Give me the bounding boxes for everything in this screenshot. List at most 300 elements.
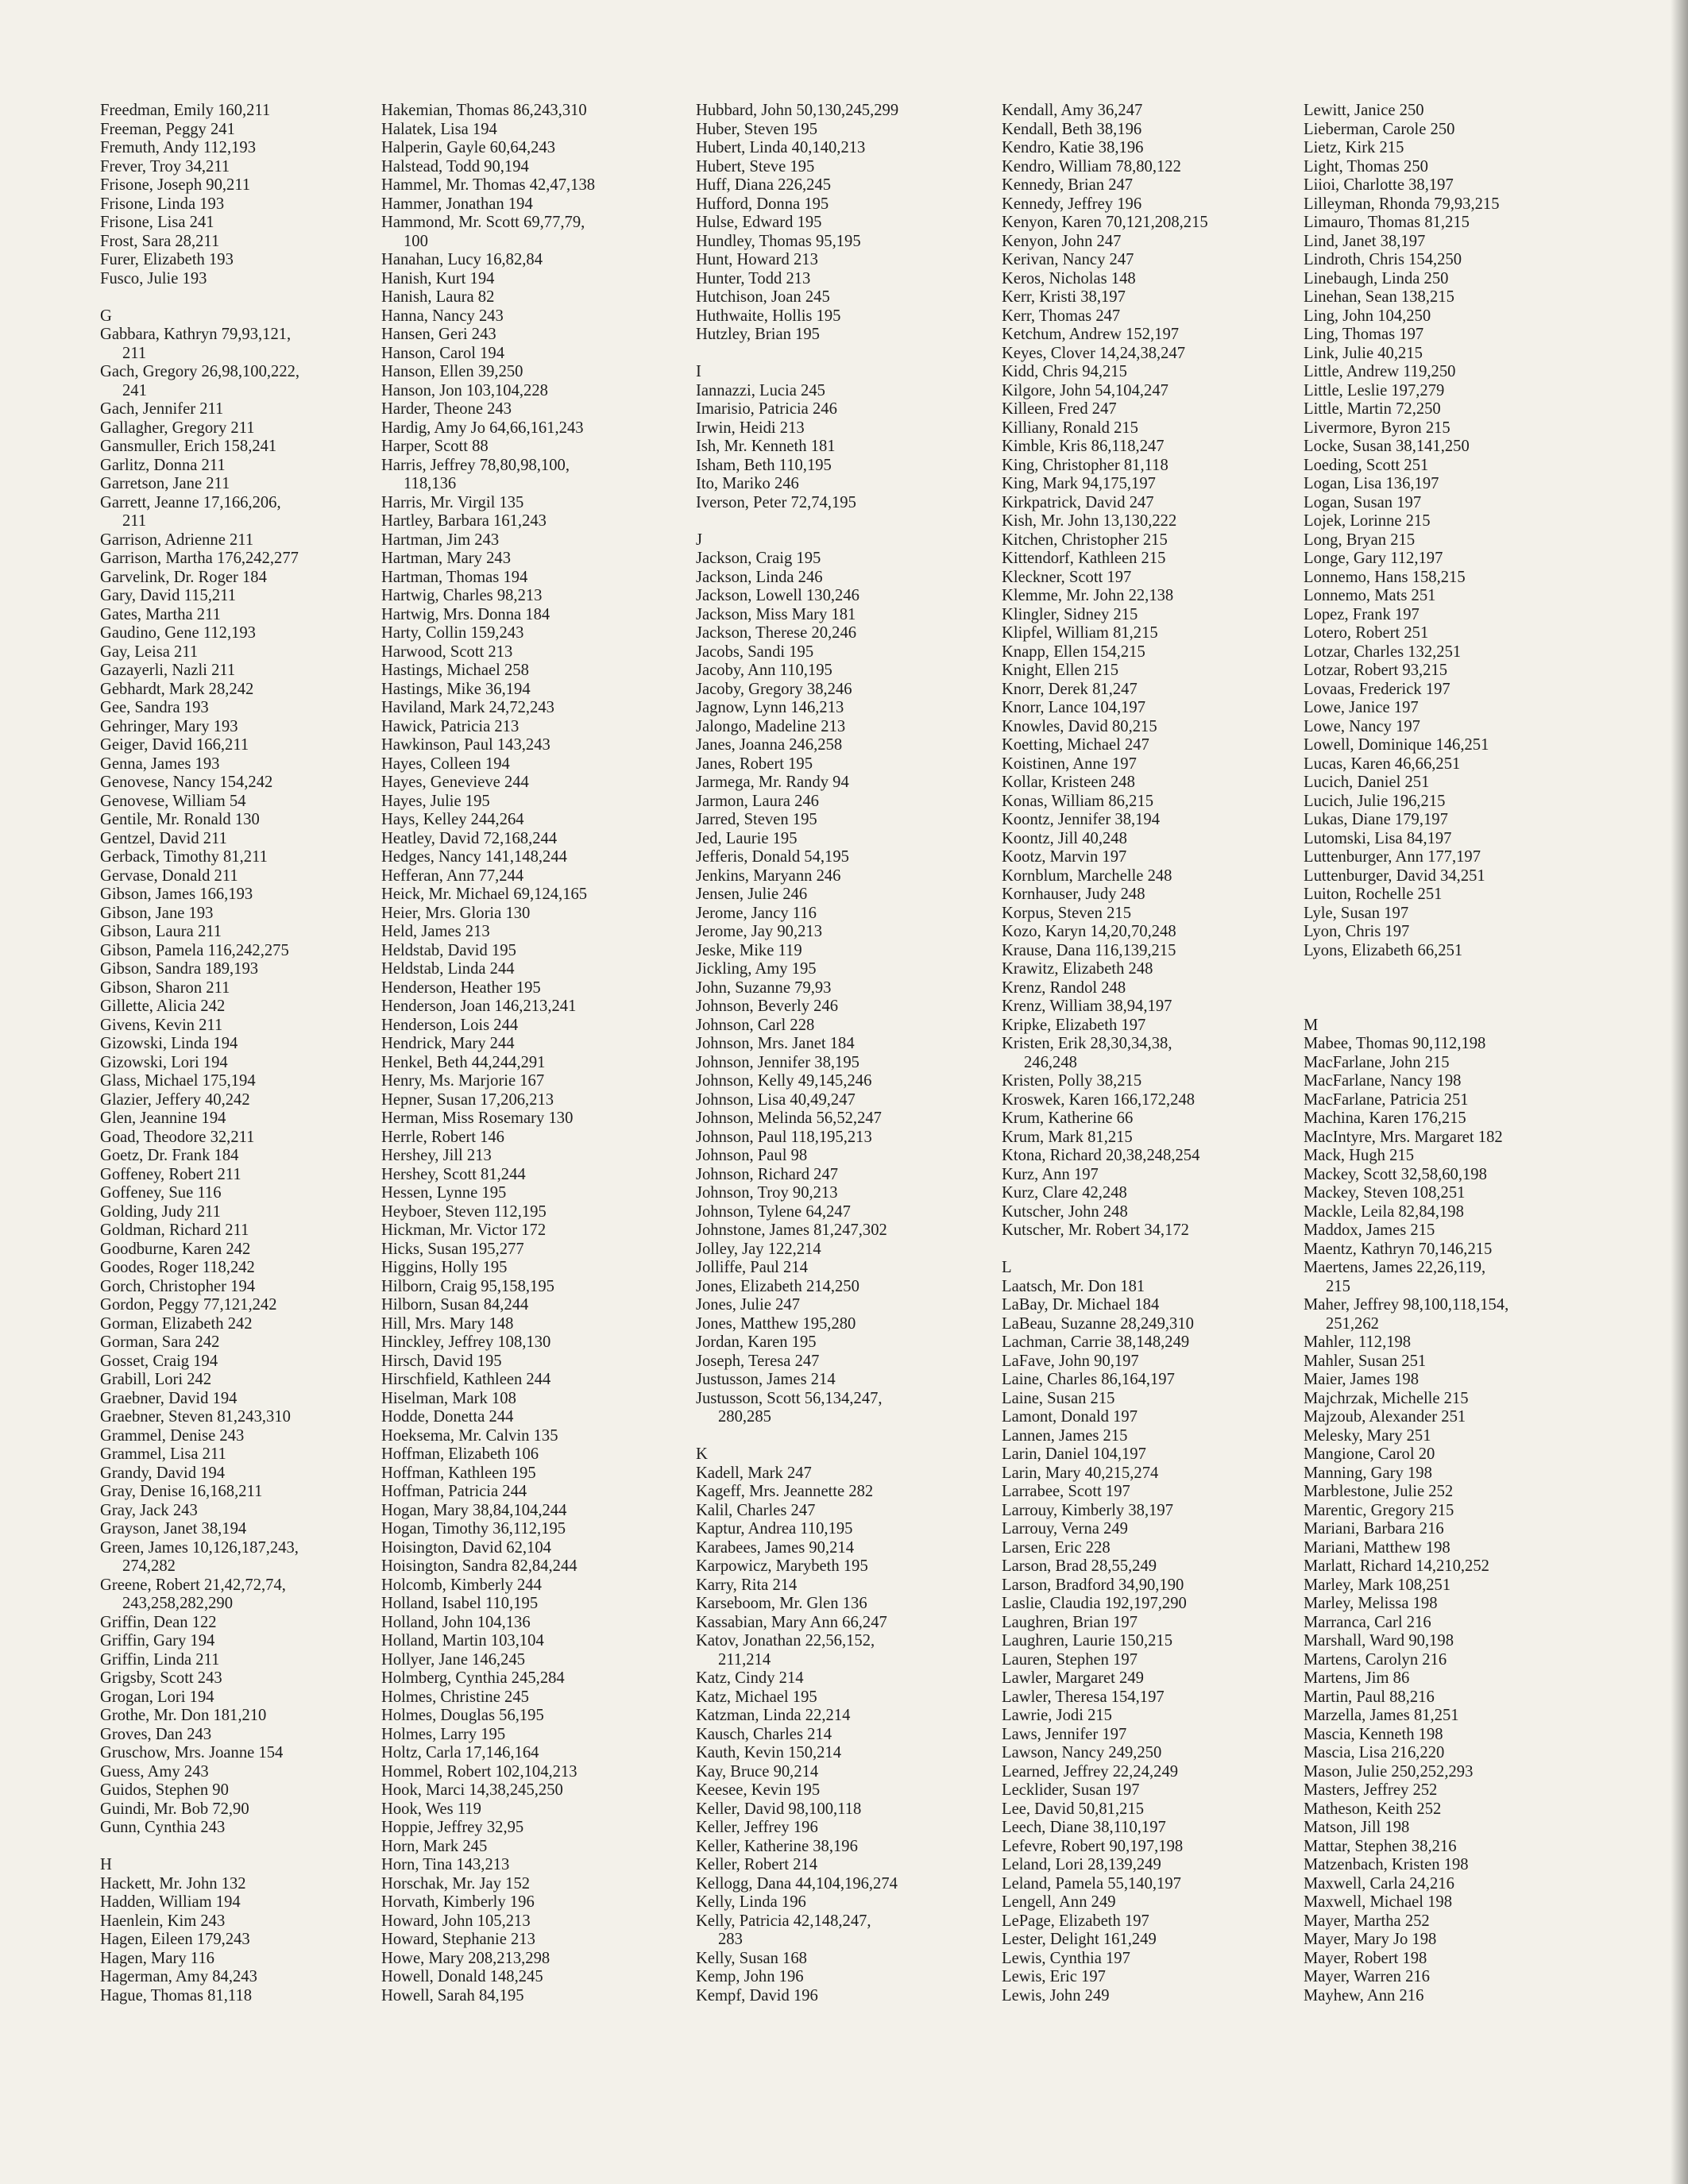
index-entry: Howell, Sarah 84,195: [381, 1986, 524, 2005]
index-entry: Kenyon, John 247: [1002, 232, 1122, 250]
index-entry: Kay, Bruce 90,214: [696, 1762, 819, 1781]
index-entry: Kimble, Kris 86,118,247: [1002, 438, 1165, 455]
index-entry: Jerome, Jay 90,213: [696, 923, 822, 940]
index-entry: Majzoub, Alexander 251: [1304, 1408, 1466, 1426]
index-entry: Maher, Jeffrey 98,100,118,154,: [1304, 1296, 1509, 1314]
index-entry: Gay, Leisa 211: [100, 642, 199, 661]
index-entry: Harwood, Scott 213: [381, 642, 513, 661]
index-entry: Guidos, Stephen 90: [100, 1781, 229, 1799]
index-entry: Jolliffe, Paul 214: [696, 1259, 808, 1276]
index-entry: Hessen, Lynne 195: [381, 1184, 507, 1202]
index-entry: Kendall, Beth 38,196: [1002, 120, 1142, 138]
index-entry: Freeman, Peggy 241: [100, 120, 235, 138]
index-entry: Kerivan, Nancy 247: [1002, 251, 1134, 268]
index-entry: Hartwig, Mrs. Donna 184: [381, 605, 550, 623]
index-entry: Hanson, Ellen 39,250: [381, 363, 523, 380]
index-entry: Harris, Jeffrey 78,80,98,100,: [381, 456, 570, 474]
index-entry: Linehan, Sean 138,215: [1304, 288, 1454, 306]
index-entry: Luttenburger, David 34,251: [1304, 866, 1485, 885]
index-entry: Gary, David 115,211: [100, 587, 237, 604]
index-entry: Lonnemo, Mats 251: [1304, 587, 1436, 604]
index-entry: Howard, John 105,213: [381, 1912, 531, 1930]
index-entry: Jed, Laurie 195: [696, 829, 798, 847]
blank-line: [1304, 997, 1508, 1017]
index-entry: Horn, Tina 143,213: [381, 1856, 510, 1873]
index-entry: Keller, Robert 214: [696, 1856, 818, 1873]
index-entry: Hanna, Nancy 243: [381, 307, 504, 325]
index-entry: Hawkinson, Paul 143,243: [381, 736, 550, 754]
index-entry: Kittendorf, Kathleen 215: [1002, 550, 1166, 567]
index-entry: Grigsby, Scott 243: [100, 1669, 222, 1687]
index-entry: Lopez, Frank 197: [1304, 605, 1420, 623]
index-entry: Hilborn, Craig 95,158,195: [381, 1277, 554, 1295]
index-entry: Jones, Matthew 195,280: [696, 1314, 856, 1333]
index-entry: Laine, Susan 215: [1002, 1389, 1115, 1407]
index-entry: Korpus, Steven 215: [1002, 904, 1132, 922]
index-entry: Hedges, Nancy 141,148,244: [381, 848, 567, 866]
index-entry: Jarred, Steven 195: [696, 811, 817, 828]
index-entry: Furer, Elizabeth 193: [100, 251, 234, 268]
index-entry: Green, James 10,126,187,243,: [100, 1538, 299, 1557]
index-entry: Hershey, Scott 81,244: [381, 1165, 526, 1183]
index-entry: John, Suzanne 79,93: [696, 978, 832, 997]
index-entry: Johnson, Tylene 64,247: [696, 1202, 851, 1221]
index-entry: Grammel, Denise 243: [100, 1426, 245, 1445]
index-entry: Maxwell, Carla 24,216: [1304, 1874, 1454, 1893]
index-entry: Kelly, Susan 168: [696, 1949, 807, 1967]
index-entry: Kilgore, John 54,104,247: [1002, 381, 1168, 399]
index-entry: Gorman, Elizabeth 242: [100, 1314, 253, 1333]
index-entry: Haenlein, Kim 243: [100, 1912, 226, 1930]
index-entry: Grabill, Lori 242: [100, 1371, 212, 1388]
index-entry: Gibson, Sandra 189,193: [100, 960, 259, 978]
index-entry: Howell, Donald 148,245: [381, 1968, 543, 1985]
index-entry: Holland, John 104,136: [381, 1613, 531, 1631]
index-entry: Martens, Jim 86: [1304, 1669, 1410, 1687]
index-entry: Mackle, Leila 82,84,198: [1304, 1202, 1464, 1221]
index-entry-continuation: 215: [1326, 1277, 1350, 1295]
index-entry: Holtz, Carla 17,146,164: [381, 1744, 539, 1761]
index-entry: Kutscher, John 248: [1002, 1202, 1128, 1221]
index-entry: Liioi, Charlotte 38,197: [1304, 176, 1454, 194]
index-entry: Little, Leslie 197,279: [1304, 381, 1445, 399]
index-entry: Jarmon, Laura 246: [696, 792, 819, 810]
index-entry: Lyle, Susan 197: [1304, 904, 1409, 922]
page-edge-shadow: [1671, 0, 1688, 2184]
index-entry: Kornblum, Marchelle 248: [1002, 866, 1172, 885]
index-entry: Heldstab, David 195: [381, 941, 516, 959]
index-entry: Holcomb, Kimberly 244: [381, 1576, 542, 1594]
index-entry: Lutomski, Lisa 84,197: [1304, 829, 1452, 847]
index-entry: Hartman, Jim 243: [381, 531, 500, 549]
index-entry: Hoeksema, Mr. Calvin 135: [381, 1426, 558, 1445]
index-entry: Gorman, Sara 242: [100, 1333, 220, 1351]
index-entry: Hanson, Jon 103,104,228: [381, 381, 548, 399]
index-entry: Gach, Gregory 26,98,100,222,: [100, 363, 300, 380]
index-entry: Frever, Troy 34,211: [100, 157, 230, 176]
index-entry: Hepner, Susan 17,206,213: [381, 1090, 554, 1109]
index-entry: Joseph, Teresa 247: [696, 1352, 820, 1370]
index-entry: Gebhardt, Mark 28,242: [100, 680, 254, 698]
index-entry: Kendall, Amy 36,247: [1002, 102, 1143, 119]
index-entry: Johnson, Beverly 246: [696, 997, 839, 1015]
index-entry: Gibson, Jane 193: [100, 904, 214, 922]
index-entry: Halatek, Lisa 194: [381, 120, 497, 138]
index-entry: Jackson, Lowell 130,246: [696, 587, 859, 604]
index-entry: Garvelink, Dr. Roger 184: [100, 568, 267, 586]
index-entry: Grayson, Janet 38,194: [100, 1520, 247, 1538]
index-entry: Hadden, William 194: [100, 1893, 241, 1911]
index-entry: Glass, Michael 175,194: [100, 1072, 256, 1090]
index-entry: Hendrick, Mary 244: [381, 1035, 515, 1052]
index-entry: Graebner, David 194: [100, 1389, 238, 1407]
index-entry: Gray, Jack 243: [100, 1501, 198, 1519]
index-entry: Mangione, Carol 20: [1304, 1445, 1435, 1463]
index-entry: Hunter, Todd 213: [696, 269, 811, 287]
index-entry: Johnson, Paul 118,195,213: [696, 1128, 872, 1146]
index-entry: Kidd, Chris 94,215: [1002, 363, 1127, 380]
index-entry: Gach, Jennifer 211: [100, 400, 224, 418]
index-entry: Lovaas, Frederick 197: [1304, 680, 1450, 698]
index-entry: Lonnemo, Hans 158,215: [1304, 568, 1466, 586]
section-letter: K: [696, 1445, 708, 1463]
index-entry: Jagnow, Lynn 146,213: [696, 699, 844, 716]
index-entry: Janes, Joanna 246,258: [696, 736, 843, 754]
index-entry: Mahler, Susan 251: [1304, 1352, 1427, 1370]
index-entry: Mattar, Stephen 38,216: [1304, 1837, 1457, 1855]
index-entry: Kadell, Mark 247: [696, 1464, 812, 1482]
index-entry: Kripke, Elizabeth 197: [1002, 1016, 1146, 1034]
index-entry: Glazier, Jeffery 40,242: [100, 1090, 250, 1109]
index-entry: Lietz, Kirk 215: [1304, 139, 1404, 156]
index-entry: Henderson, Lois 244: [381, 1016, 519, 1034]
index-entry: Hoffman, Elizabeth 106: [381, 1445, 539, 1463]
index-entry: Lowell, Dominique 146,251: [1304, 736, 1489, 754]
index-entry: Koetting, Michael 247: [1002, 736, 1149, 754]
index-entry: Jickling, Amy 195: [696, 960, 817, 978]
index-entry: Limauro, Thomas 81,215: [1304, 214, 1470, 231]
index-entry-continuation: 274,282: [122, 1557, 176, 1575]
blank-line: [100, 1838, 299, 1857]
index-entry: Lojek, Lorinne 215: [1304, 512, 1431, 530]
index-entry: Jalongo, Madeline 213: [696, 717, 846, 735]
index-entry: Hoffman, Kathleen 195: [381, 1464, 536, 1482]
index-entry: Goodes, Roger 118,242: [100, 1259, 255, 1276]
index-entry: Henderson, Heather 195: [381, 978, 541, 997]
index-entry: Garrett, Jeanne 17,166,206,: [100, 493, 281, 511]
index-entry: Henkel, Beth 44,244,291: [381, 1053, 546, 1071]
index-entry: Martin, Paul 88,216: [1304, 1688, 1435, 1706]
index-entry: Hartman, Mary 243: [381, 550, 511, 567]
index-entry: Hundley, Thomas 95,195: [696, 232, 861, 250]
index-entry: MacFarlane, Nancy 198: [1304, 1072, 1462, 1090]
index-entry: Isham, Beth 110,195: [696, 456, 832, 474]
index-entry: Link, Julie 40,215: [1304, 344, 1423, 362]
index-entry: Hawick, Patricia 213: [381, 717, 520, 735]
index-entry: Koistinen, Anne 197: [1002, 754, 1137, 773]
index-column-5: [1304, 102, 1508, 2005]
index-entry: Hanahan, Lucy 16,82,84: [381, 251, 543, 268]
index-entry: Horn, Mark 245: [381, 1837, 488, 1855]
index-entry: Lilleyman, Rhonda 79,93,215: [1304, 195, 1500, 213]
index-entry: Hershey, Jill 213: [381, 1147, 492, 1164]
index-entry: Gallagher, Gregory 211: [100, 419, 255, 437]
index-entry-continuation: 241: [122, 381, 147, 399]
index-entry: Jacoby, Ann 110,195: [696, 662, 832, 679]
index-entry: Gehringer, Mary 193: [100, 717, 238, 735]
index-entry: Jerome, Jancy 116: [696, 904, 817, 922]
index-entry: Krenz, William 38,94,197: [1002, 997, 1172, 1015]
index-entry: Mariani, Matthew 198: [1304, 1538, 1450, 1557]
index-entry: Hanish, Kurt 194: [381, 269, 495, 287]
blank-line: [100, 288, 299, 307]
index-entry: Garretson, Jane 211: [100, 475, 230, 492]
index-entry: Karseboom, Mr. Glen 136: [696, 1595, 867, 1612]
index-entry: Larrouy, Verna 249: [1002, 1520, 1128, 1538]
index-entry: LaBay, Dr. Michael 184: [1002, 1296, 1160, 1314]
index-entry: Heldstab, Linda 244: [381, 960, 515, 978]
index-entry: Kemp, John 196: [696, 1968, 804, 1985]
index-entry: Gorch, Christopher 194: [100, 1277, 256, 1295]
index-entry: Justusson, Scott 56,134,247,: [696, 1389, 883, 1407]
index-entry: Kozo, Karyn 14,20,70,248: [1002, 923, 1176, 940]
index-entry: Griffin, Gary 194: [100, 1632, 215, 1650]
index-entry: Gibson, Sharon 211: [100, 978, 230, 997]
index-entry: Laslie, Claudia 192,197,290: [1002, 1595, 1187, 1612]
index-entry: Kempf, David 196: [696, 1986, 818, 2005]
index-entry: Harder, Theone 243: [381, 400, 512, 418]
index-entry: Genovese, Nancy 154,242: [100, 774, 273, 791]
index-entry: Lotzar, Charles 132,251: [1304, 642, 1462, 661]
index-entry: Lengell, Ann 249: [1002, 1893, 1116, 1911]
index-entry: Karabees, James 90,214: [696, 1538, 855, 1557]
index-entry: Lewis, John 249: [1002, 1986, 1110, 2005]
index-entry: Gaudino, Gene 112,193: [100, 624, 256, 642]
index-entry: Jenkins, Maryann 246: [696, 866, 841, 885]
index-entry: Gosset, Craig 194: [100, 1352, 218, 1370]
index-entry: Holmes, Larry 195: [381, 1725, 506, 1743]
index-entry: MacIntyre, Mrs. Margaret 182: [1304, 1128, 1503, 1146]
index-entry: Gerback, Timothy 81,211: [100, 848, 268, 866]
index-entry: Lieberman, Carole 250: [1304, 120, 1455, 138]
index-entry: Lee, David 50,81,215: [1002, 1800, 1145, 1818]
index-entry: Lindroth, Chris 154,250: [1304, 251, 1462, 268]
index-entry: Jackson, Linda 246: [696, 568, 823, 586]
index-entry: Hartman, Thomas 194: [381, 568, 528, 586]
index-entry: Kalil, Charles 247: [696, 1501, 816, 1519]
index-entry: Goetz, Dr. Frank 184: [100, 1147, 239, 1164]
index-entry: Mascia, Lisa 216,220: [1304, 1744, 1445, 1761]
index-entry: Hastings, Mike 36,194: [381, 680, 531, 698]
index-entry: Maddox, James 215: [1304, 1221, 1435, 1239]
blank-line: [1304, 979, 1508, 998]
index-entry: Maertens, James 22,26,119,: [1304, 1259, 1486, 1276]
index-entry: Hagen, Eileen 179,243: [100, 1931, 250, 1948]
index-entry: Hubert, Steve 195: [696, 157, 815, 176]
index-entry: Gazayerli, Nazli 211: [100, 662, 236, 679]
index-entry: Hodde, Donetta 244: [381, 1408, 514, 1426]
index-entry: Keesee, Kevin 195: [696, 1781, 821, 1799]
index-entry: Matson, Jill 198: [1304, 1819, 1410, 1836]
index-entry: Hogan, Mary 38,84,104,244: [381, 1501, 567, 1519]
index-entry: Gunn, Cynthia 243: [100, 1819, 226, 1836]
index-entry: Gordon, Peggy 77,121,242: [100, 1296, 277, 1314]
index-entry: Keros, Nicholas 148: [1002, 269, 1136, 287]
index-entry: Klingler, Sidney 215: [1002, 605, 1138, 623]
index-entry: Larrabee, Scott 197: [1002, 1483, 1130, 1500]
index-entry: Kageff, Mrs. Jeannette 282: [696, 1483, 874, 1500]
index-entry: Guindi, Mr. Bob 72,90: [100, 1800, 249, 1818]
index-entry: Kutscher, Mr. Robert 34,172: [1002, 1221, 1189, 1239]
index-entry: Koontz, Jennifer 38,194: [1002, 811, 1161, 828]
index-entry: Marentic, Gregory 215: [1304, 1501, 1454, 1519]
index-entry: Little, Andrew 119,250: [1304, 363, 1456, 380]
index-entry: Ish, Mr. Kenneth 181: [696, 438, 836, 455]
index-entry: Mascia, Kenneth 198: [1304, 1725, 1443, 1743]
index-entry: Mayhew, Ann 216: [1304, 1986, 1424, 2005]
index-entry: Grothe, Mr. Don 181,210: [100, 1707, 267, 1724]
index-entry: Mason, Julie 250,252,293: [1304, 1762, 1474, 1781]
index-entry: Knorr, Derek 81,247: [1002, 680, 1138, 698]
index-entry: Janes, Robert 195: [696, 754, 813, 773]
index-entry: Huff, Diana 226,245: [696, 176, 832, 194]
index-entry: Mackey, Scott 32,58,60,198: [1304, 1165, 1487, 1183]
index-entry: Jackson, Therese 20,246: [696, 624, 857, 642]
index-entry: Mayer, Robert 198: [1304, 1949, 1427, 1967]
index-entry: Martens, Carolyn 216: [1304, 1650, 1447, 1669]
index-entry: Hastings, Michael 258: [381, 662, 529, 679]
index-entry: Johnson, Lisa 40,49,247: [696, 1090, 856, 1109]
index-entry: Locke, Susan 38,141,250: [1304, 438, 1470, 455]
index-entry: King, Christopher 81,118: [1002, 456, 1168, 474]
index-entry: LaFave, John 90,197: [1002, 1352, 1139, 1370]
index-entry: Lucich, Julie 196,215: [1304, 792, 1446, 810]
index-entry: Kendro, Katie 38,196: [1002, 139, 1144, 156]
index-entry: Knight, Ellen 215: [1002, 662, 1119, 679]
index-entry: Lind, Janet 38,197: [1304, 232, 1426, 250]
index-entry: Greene, Robert 21,42,72,74,: [100, 1576, 286, 1594]
index-entry: Lauren, Stephen 197: [1002, 1650, 1138, 1669]
index-entry: Katzman, Linda 22,214: [696, 1707, 851, 1724]
index-entry: Justusson, James 214: [696, 1371, 836, 1388]
index-entry: Goldman, Richard 211: [100, 1221, 249, 1239]
index-entry: Howard, Stephanie 213: [381, 1931, 535, 1948]
index-entry: Livermore, Byron 215: [1304, 419, 1450, 437]
index-entry: Hook, Wes 119: [381, 1800, 481, 1818]
index-entry: Lamont, Donald 197: [1002, 1408, 1138, 1426]
index-entry: Katov, Jonathan 22,56,152,: [696, 1632, 875, 1650]
index-entry: Jacoby, Gregory 38,246: [696, 680, 852, 698]
index-entry: Holmes, Christine 245: [381, 1688, 529, 1706]
index-entry: Kenyon, Karen 70,121,208,215: [1002, 214, 1208, 231]
index-entry: Hanson, Carol 194: [381, 344, 505, 362]
index-entry: Halstead, Todd 90,194: [381, 157, 529, 176]
index-entry: Lucich, Daniel 251: [1304, 774, 1430, 791]
index-entry: Laughren, Brian 197: [1002, 1613, 1138, 1631]
index-entry: Haviland, Mark 24,72,243: [381, 699, 554, 716]
index-entry: Hubbard, John 50,130,245,299: [696, 102, 899, 119]
index-entry: Hutchison, Joan 245: [696, 288, 830, 306]
index-entry: Freedman, Emily 160,211: [100, 102, 271, 119]
index-entry-continuation: 211: [122, 344, 147, 362]
blank-line: [1002, 1241, 1208, 1260]
index-entry: MacFarlane, John 215: [1304, 1053, 1450, 1071]
index-entry: Hubert, Linda 40,140,213: [696, 139, 866, 156]
index-entry: Holland, Martin 103,104: [381, 1632, 544, 1650]
index-entry: Laine, Charles 86,164,197: [1002, 1371, 1175, 1388]
index-entry: Krawitz, Elizabeth 248: [1002, 960, 1153, 978]
index-entry: Maxwell, Michael 198: [1304, 1893, 1453, 1911]
index-entry: Hunt, Howard 213: [696, 251, 818, 268]
index-entry: Hickman, Mr. Victor 172: [381, 1221, 547, 1239]
index-entry: Mayer, Martha 252: [1304, 1912, 1430, 1930]
index-entry: Goffeney, Robert 211: [100, 1165, 241, 1183]
index-entry: Melesky, Mary 251: [1304, 1426, 1431, 1445]
index-entry: Marranca, Carl 216: [1304, 1613, 1431, 1631]
index-entry: Lyons, Elizabeth 66,251: [1304, 941, 1463, 959]
index-entry-continuation: 283: [718, 1931, 743, 1948]
index-entry: Kleckner, Scott 197: [1002, 568, 1132, 586]
index-entry: Gizowski, Lori 194: [100, 1053, 228, 1071]
blank-line: [696, 512, 898, 531]
index-entry: Frost, Sara 28,211: [100, 232, 220, 250]
index-entry: Knapp, Ellen 154,215: [1002, 642, 1145, 661]
index-entry: Heier, Mrs. Gloria 130: [381, 904, 531, 922]
index-entry: Hackett, Mr. John 132: [100, 1874, 246, 1893]
index-entry: Herrle, Robert 146: [381, 1128, 504, 1146]
index-entry: Laughren, Laurie 150,215: [1002, 1632, 1173, 1650]
index-entry: Johnson, Jennifer 38,195: [696, 1053, 859, 1071]
index-entry-continuation: 243,258,282,290: [122, 1595, 234, 1612]
index-entry: Leland, Pamela 55,140,197: [1002, 1874, 1181, 1893]
index-entry: Johnson, Mrs. Janet 184: [696, 1035, 855, 1052]
index-entry: Goodburne, Karen 242: [100, 1240, 251, 1258]
index-entry: Gentile, Mr. Ronald 130: [100, 811, 260, 828]
index-entry: Logan, Lisa 136,197: [1304, 475, 1439, 492]
index-entry: Mayer, Warren 216: [1304, 1968, 1430, 1985]
index-entry: Linebaugh, Linda 250: [1304, 269, 1449, 287]
index-entry: Light, Thomas 250: [1304, 157, 1428, 176]
index-entry: Kitchen, Christopher 215: [1002, 531, 1168, 549]
index-entry: Hollyer, Jane 146,245: [381, 1650, 526, 1669]
index-entry: LaBeau, Suzanne 28,249,310: [1002, 1314, 1194, 1333]
index-entry: Koontz, Jill 40,248: [1002, 829, 1127, 847]
index-entry: Harris, Mr. Virgil 135: [381, 493, 524, 511]
index-entry: Hicks, Susan 195,277: [381, 1240, 524, 1258]
index-entry: Lefevre, Robert 90,197,198: [1002, 1837, 1184, 1855]
index-entry-continuation: 211,214: [718, 1650, 771, 1669]
index-entry: Iannazzi, Lucia 245: [696, 381, 825, 399]
index-entry: Givens, Kevin 211: [100, 1016, 223, 1034]
index-entry: Loeding, Scott 251: [1304, 456, 1429, 474]
index-column-4: [1002, 102, 1208, 2005]
index-entry: Hakemian, Thomas 86,243,310: [381, 102, 587, 119]
index-entry: Holland, Isabel 110,195: [381, 1595, 539, 1612]
index-entry: Mariani, Barbara 216: [1304, 1520, 1444, 1538]
index-entry-continuation: 211: [122, 512, 147, 530]
index-entry: Hogan, Timothy 36,112,195: [381, 1520, 566, 1538]
index-entry: Kerr, Thomas 247: [1002, 307, 1121, 325]
index-entry: Kausch, Charles 214: [696, 1725, 832, 1743]
index-entry: Lester, Delight 161,249: [1002, 1931, 1157, 1948]
index-entry: Kellogg, Dana 44,104,196,274: [696, 1874, 898, 1893]
index-entry: Fremuth, Andy 112,193: [100, 139, 257, 156]
index-entry: Maier, James 198: [1304, 1371, 1420, 1388]
index-entry: Hook, Marci 14,38,245,250: [381, 1781, 563, 1799]
index-entry: Lewis, Cynthia 197: [1002, 1949, 1130, 1967]
index-entry: Jarmega, Mr. Randy 94: [696, 774, 849, 791]
index-entry: Hufford, Donna 195: [696, 195, 829, 213]
